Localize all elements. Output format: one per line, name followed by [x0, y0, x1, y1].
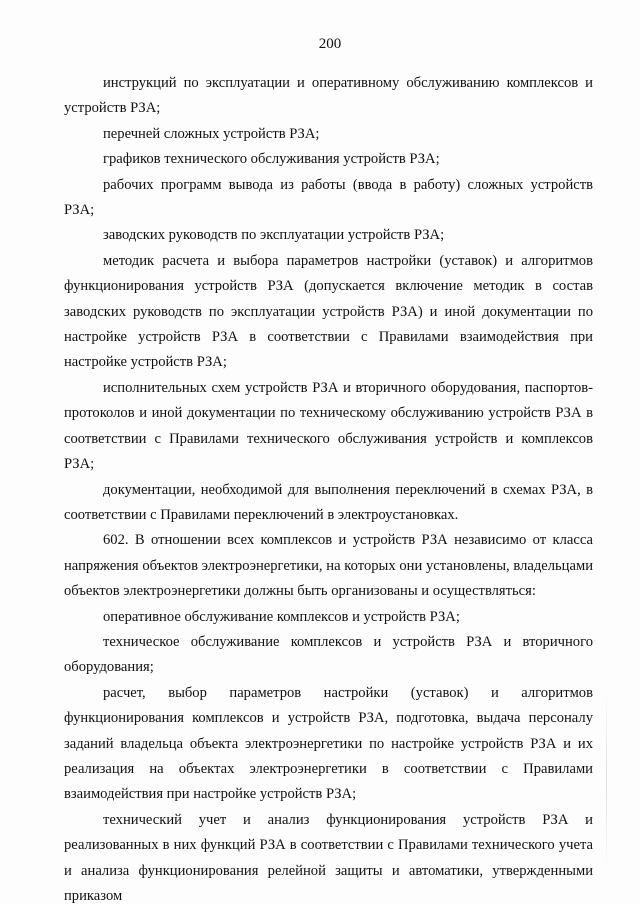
paragraph-clause-602: 602. В отношении всех комплексов и устройств РЗА независимо от класса напряжения объектов электроэнергетики, на которых они установлены, владельцами объектов электроэнергетики должны быть организованы и осуществляться:	[64, 532, 593, 600]
paragraph-operational-service: оперативное обслуживание комплексов и устройств РЗА;	[103, 608, 460, 625]
paragraph-instructions: инструкций по эксплуатации и оперативному обслуживанию комплексов и устройств РЗА;	[64, 75, 593, 117]
paragraph-work-programs: рабочих программ вывода из работы (ввода в работу) сложных устройств РЗА;	[64, 176, 593, 219]
paragraph-factory-manuals: заводских руководств по эксплуатации устройств РЗА;	[103, 227, 445, 244]
paragraph-calculation-methods: методик расчета и выбора параметров настройки (уставок) и алгоритмов функционирования устройств РЗА (допускается включение методик в состав заводских руководств по эксплуатации устройств РЗА) и иной документации по настройке устройств РЗА в соответствии с Правилами взаимодействия при настройке устройств РЗА;	[64, 252, 593, 371]
scan-edge-mark	[606, 690, 607, 870]
paragraph-maintenance-schedules: графиков технического обслуживания устройств РЗА;	[103, 151, 440, 168]
document-body	[64, 71, 593, 909]
paragraph-technical-service: техническое обслуживание комплексов и устройств РЗА и вторичного оборудования;	[64, 633, 593, 676]
paragraph-settings-calculation: расчет, выбор параметров настройки (уставок) и алгоритмов функционирования комплексов и устройств РЗА, подготовка, выдача персоналу заданий владельца объекта электроэнергетики по настройке устройств РЗА и их реализация на объектах электроэнергетики в соответствии с Правилами взаимодействия при настройке устройств РЗА;	[64, 684, 593, 803]
paragraph-technical-accounting: технический учет и анализ функционирования устройств РЗА и реализованных в них функций РЗА в соответствии с Правилами технического учета и анализа функционирования релейной защиты и автоматики, утвержденными приказом	[64, 811, 593, 904]
paragraph-executive-schemes: исполнительных схем устройств РЗА и вторичного оборудования, паспортов-протоколов и иной документации по техническому обслуживанию устройств РЗА в соответствии с Правилами технического обслуживания устройств и комплексов РЗА;	[64, 379, 593, 473]
paragraph-switching-documentation: документации, необходимой для выполнения переключений в схемах РЗА, в соответствии с Правилами переключений в электроустановках.	[64, 481, 593, 523]
paragraph-complex-devices-list: перечней сложных устройств РЗА;	[103, 125, 320, 142]
page-number: 200	[318, 36, 342, 52]
